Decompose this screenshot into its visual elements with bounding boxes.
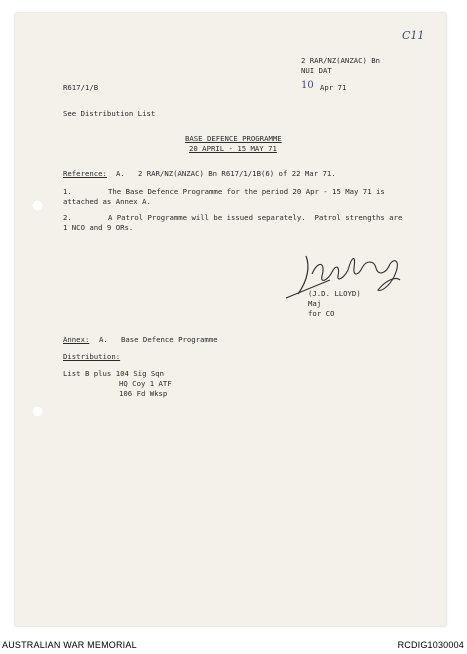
reference-label: Reference: <box>63 169 107 178</box>
date-rest: Apr 71 <box>320 83 347 92</box>
para1-line2: attached as Annex A. <box>63 197 151 206</box>
distribution-line: List B plus 104 Sig Sqn <box>63 369 165 378</box>
sender-location: NUI DAT <box>301 66 332 75</box>
document-title: BASE DEFENCE PROGRAMME <box>185 134 282 143</box>
document-subtitle: 20 APRIL - 15 MAY 71 <box>189 144 277 153</box>
footer-record-id: RCDIG1030004 <box>397 640 464 650</box>
punch-hole-bottom <box>32 406 43 417</box>
distribution-line: 106 Fd Wksp <box>119 389 168 398</box>
punch-hole-top <box>32 200 43 211</box>
to-line: See Distribution List <box>63 109 156 118</box>
para2-number: 2. <box>63 213 72 222</box>
para2-line1: A Patrol Programme will be issued separately. Patrol strengths are <box>108 213 403 222</box>
sender-unit: 2 RAR/NZ(ANZAC) Bn <box>301 56 381 65</box>
signatory-name: (J.D. LLOYD) <box>308 289 361 298</box>
file-reference: R617/1/B <box>63 83 99 92</box>
para1-line1: The Base Defence Programme for the period 20 Apr - 15 May 71 is <box>108 187 385 196</box>
document-page <box>15 13 446 626</box>
annex-text: A. Base Defence Programme <box>99 335 218 344</box>
reference-text: A. 2 RAR/NZ(ANZAC) Bn R617/1/1B(6) of 22 Mar 71. <box>116 169 336 178</box>
signatory-for: for CO <box>308 309 335 318</box>
distribution-label: Distribution: <box>63 352 121 361</box>
page-mark: C11 <box>402 29 425 42</box>
date-day: 10 <box>301 80 314 91</box>
para2-line2: 1 NCO and 9 ORs. <box>63 223 134 232</box>
signatory-rank: Maj <box>308 299 322 308</box>
distribution-line: HQ Coy 1 ATF <box>119 379 172 388</box>
annex-label: Annex: <box>63 335 90 344</box>
footer-archive-name: AUSTRALIAN WAR MEMORIAL <box>2 640 137 650</box>
para1-number: 1. <box>63 187 72 196</box>
